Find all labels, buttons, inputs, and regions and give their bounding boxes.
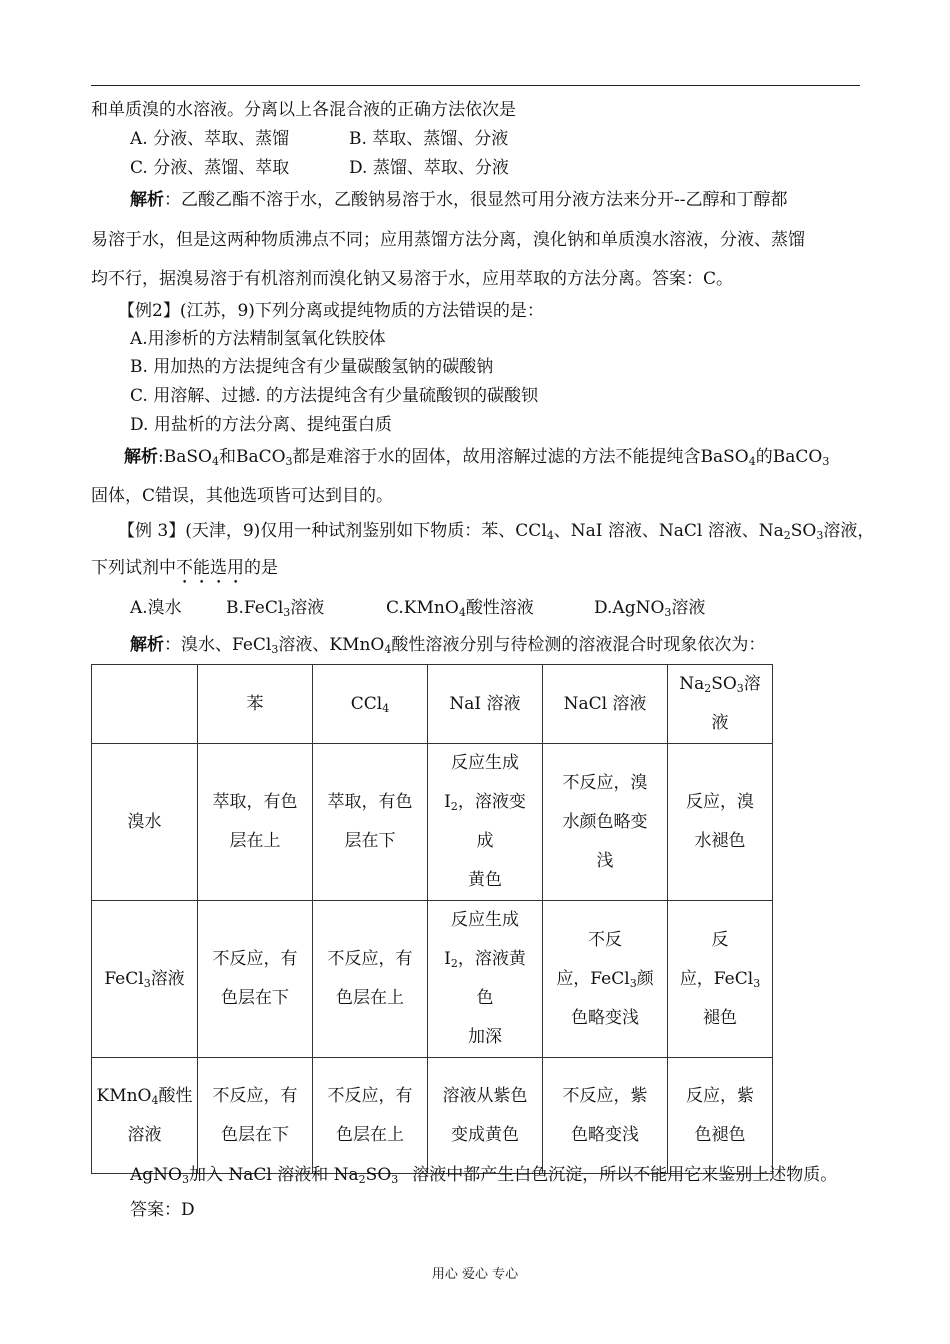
table-header-row	[92, 665, 773, 744]
table-cell: 不反应，有色层在上	[313, 1058, 428, 1174]
example2-option-d: D. 用盐析的方法分离、提纯蛋白质	[130, 415, 392, 435]
analysis1-line2: 易溶于水，但是这两种物质沸点不同；应用蒸馏方法分离，溴化钠和单质溴水溶液，分液、蒸馏	[91, 230, 805, 250]
table-corner-cell	[92, 665, 198, 744]
example3-option-a: A.溴水	[130, 598, 182, 618]
table-cell: 反应生成 $I_2$，溶液黄 色 加深	[428, 901, 543, 1058]
table-row	[92, 744, 773, 901]
analysis2-line1: 解析:BaSO$_4$和BaCO$_3$都是难溶于水的固体，故用溶解过滤的方法不能提纯含BaSO$_4$的BaCO$_3$	[124, 447, 830, 468]
table-cell: 萃取，有色层在下	[313, 744, 428, 901]
table-cell: 不反应，紫 色略变浅	[543, 1058, 668, 1174]
table-cell: 不反应，溴 水颜色略变 浅	[543, 744, 668, 901]
table-cell: 不反应，有色层在上	[313, 901, 428, 1058]
option-b: B. 萃取、蒸馏、分液	[349, 129, 509, 149]
analysis2-line2: 固体，C错误，其他选项皆可达到目的。	[91, 486, 394, 506]
table-cell: 反 应，FeCl$_3$ 褪色	[668, 901, 773, 1058]
analysis1-line3: 均不行，据溴易溶于有机溶剂而溴化钠又易溶于水，应用萃取的方法分离。答案：C。	[91, 269, 734, 289]
header-benzene: 苯	[198, 665, 313, 744]
example3-line2: 下列试剂中不能选用的是	[91, 558, 278, 578]
example3-option-c: C.KMnO$_4$酸性溶液	[386, 598, 534, 619]
emphasis-text: 不能选用	[176, 558, 244, 578]
example3-option-b: B.FeCl$_3$溶液	[226, 598, 325, 619]
option-c: C. 分液、蒸馏、萃取	[130, 158, 290, 178]
analysis-label: 解析	[130, 190, 164, 210]
table-cell: 反应生成 $I_2$，溶液变 成 黄色	[428, 744, 543, 901]
table-cell: 反应，溴 水褪色	[668, 744, 773, 901]
analysis3-line: 解析：溴水、FeCl$_3$溶液、KMnO$_4$酸性溶液分别与待检测的溶液混合时现象依次为：	[130, 635, 766, 656]
header-nai: NaI 溶液	[428, 665, 543, 744]
row-label-kmno4: KMnO$_4$酸性 溶液	[92, 1058, 198, 1174]
table-row	[92, 901, 773, 1058]
reaction-table	[91, 664, 773, 1174]
example3-line1: 【例 3】(天津，9)仅用一种试剂鉴别如下物质：苯、CCl$_4$、NaI 溶液、NaCl 溶液、$Na_2SO_3$溶液，	[118, 521, 875, 542]
option-d: D. 蒸馏、萃取、分液	[349, 158, 509, 178]
option-a: A. 分液、萃取、蒸馏	[130, 129, 290, 149]
answer-line: 答案：D	[130, 1200, 195, 1220]
header-na2so3: $Na_2SO_3$溶 液	[668, 665, 773, 744]
analysis-label: 解析	[130, 635, 164, 655]
table-row	[92, 1058, 773, 1174]
example2-option-c: C. 用溶解、过撼. 的方法提纯含有少量硫酸钡的碳酸钡	[130, 386, 539, 406]
intro-line: 和单质溴的水溶液。分离以上各混合液的正确方法依次是	[91, 100, 516, 120]
header-nacl: NaCl 溶液	[543, 665, 668, 744]
table-cell: 不反应，有色层在下	[198, 901, 313, 1058]
table-cell: 不反 应，FeCl$_3$颜 色略变浅	[543, 901, 668, 1058]
row-label-bromine-water: 溴水	[92, 744, 198, 901]
conclusion-line: AgNO$_3$加入 NaCl 溶液和 $Na_2SO_3$ 溶液中都产生白色沉淀，所以不能用它来鉴别上述物质。	[130, 1165, 838, 1186]
header-rule	[91, 85, 860, 86]
table-cell: 不反应，有色层在下	[198, 1058, 313, 1174]
table-cell: 溶液从紫色变成黄色	[428, 1058, 543, 1174]
example2-title: 【例2】(江苏，9)下列分离或提纯物质的方法错误的是：	[118, 301, 544, 321]
analysis-label: 解析	[124, 447, 158, 467]
analysis1-line1: 解析：乙酸乙酯不溶于水，乙酸钠易溶于水，很显然可用分液方法来分开--乙醇和丁醇都	[130, 190, 788, 210]
example3-option-d: D.AgNO$_3$溶液	[594, 598, 706, 619]
row-label-fecl3: FeCl$_3$溶液	[92, 901, 198, 1058]
header-ccl4: CCl$_4$	[313, 665, 428, 744]
page-footer: 用心 爱心 专心	[431, 1267, 519, 1282]
example2-option-a: A.用渗析的方法精制氢氧化铁胶体	[130, 329, 386, 349]
example2-option-b: B. 用加热的方法提纯含有少量碳酸氢钠的碳酸钠	[130, 357, 494, 377]
table-cell: 萃取，有色层在上	[198, 744, 313, 901]
table-cell: 反应，紫 色褪色	[668, 1058, 773, 1174]
